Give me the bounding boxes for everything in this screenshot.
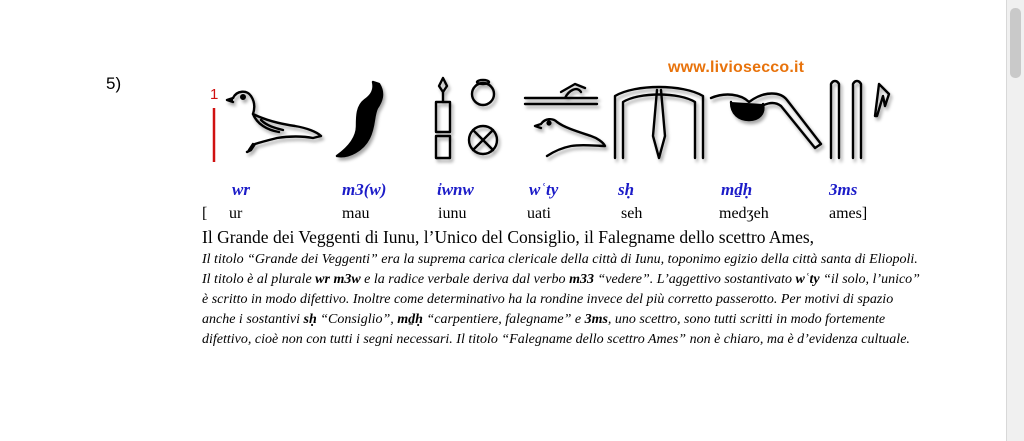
- translit-mdh: mḏḥ: [721, 180, 753, 199]
- note-translit-4: sḥ: [303, 312, 317, 327]
- note-translit-3: wʿty: [795, 272, 820, 287]
- translation-line: Il Grande dei Veggenti di Iunu, l’Unico del Consiglio, il Falegname dello scettro Ames,: [202, 227, 815, 247]
- harpoon-swallow-glyph: [525, 84, 605, 156]
- booth-glyph: [615, 87, 703, 158]
- note-text-1: Il titolo “Grande dei Veggenti” era la suprema carica clericale della città di Iunu, toponimo egizio della città santa di Eliopoli. Il titolo è al plurale: [202, 252, 918, 287]
- translit-m3w: m3(w): [342, 180, 387, 199]
- reading-medzeh: medʒeh: [719, 205, 769, 222]
- note-translit-6: 3ms: [584, 312, 608, 327]
- translit-sh: sḥ: [618, 180, 635, 199]
- reading-ames: ames]: [829, 205, 868, 222]
- note-translit-1: wr m3w: [315, 272, 361, 287]
- scepter-glyph: [831, 81, 889, 158]
- note-text-7: , uno scettro, sono tutti scritti in modo fortemente difettivo, cioè non con tutti i segni necessari. Il titolo “Falegname dello scettro Ames” non è chiaro, ma è d’evidenza cultuale.: [202, 312, 910, 347]
- translit-wty: wʿty: [529, 180, 559, 199]
- translit-iwnw: ἰwnw: [437, 180, 474, 199]
- reading-iunu: iunu: [438, 205, 467, 222]
- red-marker-number: 1: [210, 86, 219, 103]
- note-text-6: “carpentiere, falegname” e: [422, 312, 585, 327]
- scrollbar-thumb[interactable]: [1010, 8, 1021, 78]
- note-text-2: e la radice verbale deriva dal verbo: [360, 272, 570, 287]
- reading-uati: uati: [527, 205, 551, 222]
- note-text-3: “vedere”. L’aggettivo sostantivato: [593, 272, 796, 287]
- reading-ur: ur: [229, 205, 243, 222]
- note-text-5: “Consiglio”,: [316, 312, 398, 327]
- website-watermark: www.liviosecco.it: [668, 59, 805, 76]
- note-translit-5: mḏḥ: [397, 312, 423, 327]
- reading-open-bracket: [: [202, 205, 208, 222]
- note-text-4: “il solo, l’unico” è scritto in modo difettivo. Inoltre come determinativo ha la rondine invece del più corretto passerotto. Per motivi di spazio anche i sostantivi: [202, 272, 920, 327]
- translit-3ms: 3ms: [829, 180, 858, 199]
- red-line-marker: [208, 84, 222, 164]
- hieroglyph-sequence: [225, 76, 905, 168]
- item-number: 5): [106, 74, 122, 93]
- commentary-paragraph: [202, 250, 922, 350]
- translit-wr: wr: [232, 180, 250, 199]
- pillar-glyph: [436, 78, 497, 158]
- reading-seh: seh: [621, 205, 643, 222]
- adze-glyph: [711, 94, 821, 149]
- reading-mau: mau: [342, 205, 370, 222]
- note-translit-2: m33: [569, 272, 594, 287]
- vertical-scrollbar[interactable]: [1006, 0, 1024, 441]
- sickle-glyph: [337, 82, 382, 156]
- swallow-glyph: [227, 92, 321, 152]
